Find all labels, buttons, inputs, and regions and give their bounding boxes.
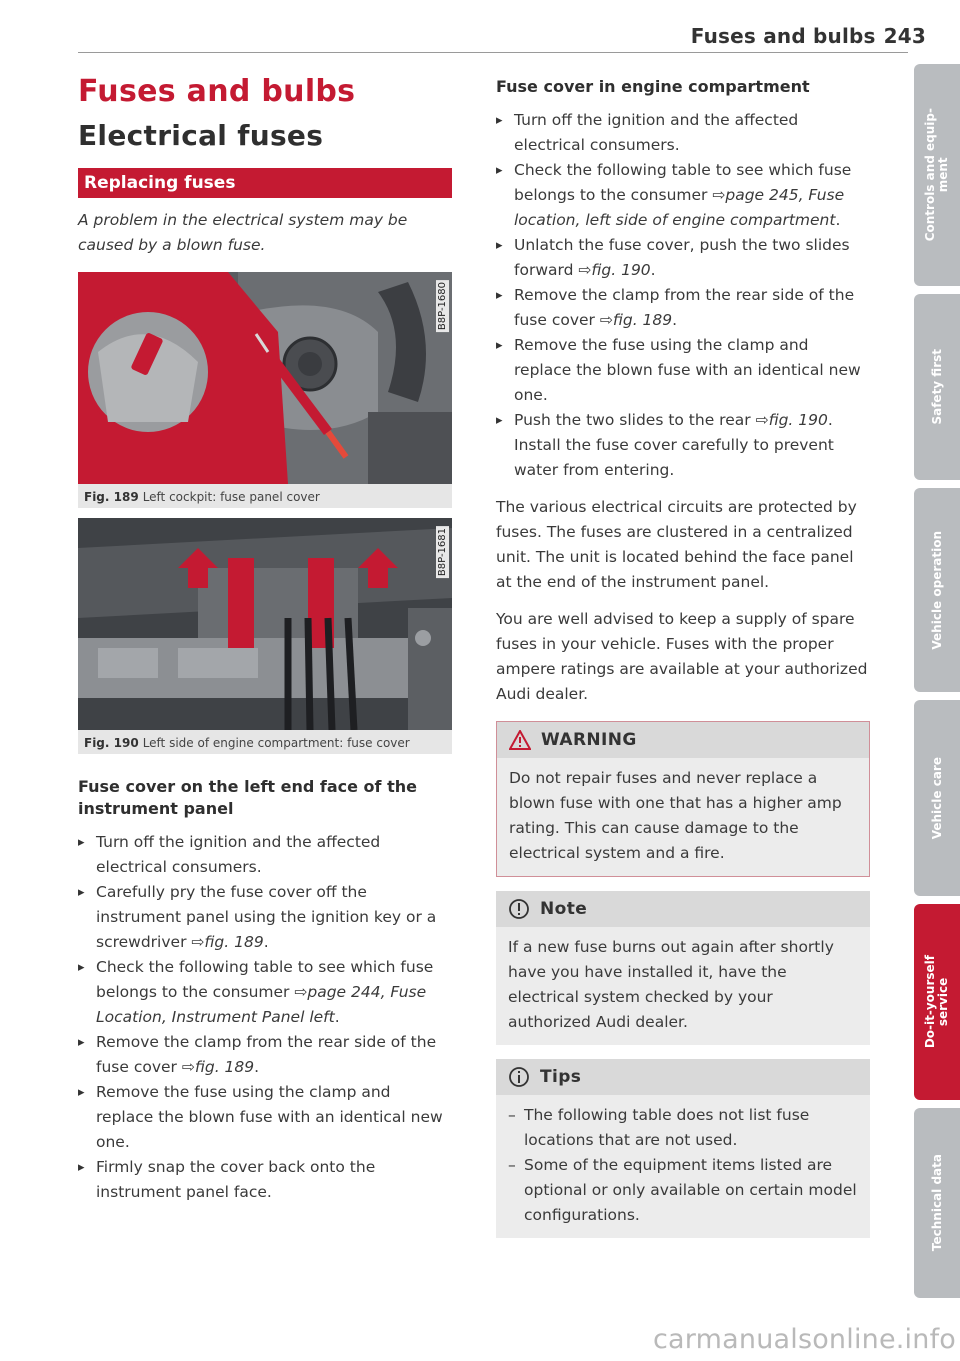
list-item: ▸ Remove the clamp from the rear side of the fuse cover ⇨fig. 189. — [496, 283, 870, 333]
tab-controls-and-equipment[interactable]: Controls and equip- ment — [914, 64, 960, 286]
tab-vehicle-care[interactable]: Vehicle care — [914, 700, 960, 896]
tab-technical-data[interactable]: Technical data — [914, 1108, 960, 1298]
cross-reference[interactable]: fig. 190 — [591, 261, 651, 279]
tab-vehicle-operation[interactable]: Vehicle operation — [914, 488, 960, 692]
warning-text: Do not repair fuses and never replace a blown fuse with one that has a higher amp rating. This can cause damage to the electrical system and a fire. — [497, 758, 869, 876]
tips-list — [508, 1103, 858, 1228]
tips-body — [496, 1095, 870, 1238]
tips-box — [496, 1059, 870, 1238]
list-item: ▸ Push the two slides to the rear ⇨fig. 190. Install the fuse cover carefully to prevent water from entering. — [496, 408, 870, 483]
right-column — [496, 72, 870, 1238]
cross-reference[interactable]: page 245, Fuse location, left side of engine compartment — [514, 186, 845, 229]
left-steps-list — [78, 830, 452, 1205]
topic-bar: Replacing fuses — [78, 168, 452, 198]
engine-compartment-illustration — [78, 518, 452, 730]
tips-header — [496, 1059, 870, 1095]
cross-reference[interactable]: page 244, Fuse Location, Instrument Panel left — [96, 983, 427, 1026]
warning-triangle-icon — [509, 730, 531, 750]
info-icon — [508, 1066, 530, 1088]
note-title: Note — [540, 899, 588, 919]
warning-box — [496, 721, 870, 877]
cross-reference[interactable]: fig. 189 — [612, 311, 673, 329]
tips-title: Tips — [540, 1067, 582, 1087]
cross-reference[interactable]: fig. 189 — [204, 933, 264, 951]
figure-label: Fig. 189 — [84, 490, 139, 504]
right-subheading: Fuse cover in engine compartment — [496, 77, 810, 96]
chapter-title: Fuses and bulbs — [78, 74, 356, 109]
intro-text: A problem in the electrical system may be caused by a blown fuse. — [78, 211, 408, 254]
note-box — [496, 891, 870, 1045]
running-head-title: Fuses and bulbs — [690, 24, 876, 48]
note-text: If a new fuse burns out again after shortly have you have installed it, have the electrical system checked by your authorized Audi dealer. — [496, 927, 870, 1045]
list-item: ▸ Remove the fuse using the clamp and replace the blown fuse with an identical new one. — [496, 333, 870, 408]
figure-189-caption — [78, 484, 452, 508]
list-item: ▸ Check the following table to see which fuse belongs to the consumer ⇨page 244, Fuse Location, Instrument Panel left. — [78, 955, 452, 1030]
watermark: carmanualsonline.info — [653, 1324, 956, 1355]
note-exclamation-icon — [508, 898, 530, 920]
note-header — [496, 891, 870, 927]
right-steps-list — [496, 108, 870, 483]
left-column — [78, 72, 452, 1205]
list-item: ▸ Unlatch the fuse cover, push the two slides forward ⇨fig. 190. — [496, 233, 870, 283]
running-head — [691, 24, 926, 48]
figure-190-image — [78, 518, 452, 730]
header-rule — [78, 52, 908, 53]
figure-label: Fig. 190 — [84, 736, 139, 750]
cross-reference[interactable]: fig. 190 — [768, 411, 828, 429]
figure-code: B8P-1680 — [437, 282, 448, 331]
cross-reference[interactable]: fig. 189 — [194, 1058, 255, 1076]
list-item: ▸ Turn off the ignition and the affected electrical consumers. — [496, 108, 870, 158]
figure-190-caption — [78, 730, 452, 754]
list-item: – Some of the equipment items listed are optional or only available on certain model configurations. — [508, 1153, 858, 1228]
figure-code: B8P-1681 — [437, 528, 448, 577]
tab-safety-first[interactable]: Safety first — [914, 294, 960, 480]
warning-title: WARNING — [541, 730, 637, 750]
list-item: ▸ Turn off the ignition and the affected electrical consumers. — [78, 830, 452, 880]
figure-caption-text: Left side of engine compartment: fuse cover — [142, 736, 410, 750]
cockpit-illustration — [78, 272, 452, 484]
page-number: 243 — [883, 24, 926, 48]
list-item: ▸ Carefully pry the fuse cover off the instrument panel using the ignition key or a screwdriver ⇨fig. 189. — [78, 880, 452, 955]
tab-do-it-yourself-service[interactable]: Do-it-yourself service — [914, 904, 960, 1100]
left-subheading: Fuse cover on the left end face of the instrument panel — [78, 777, 417, 818]
warning-header — [497, 722, 869, 758]
list-item: ▸ Remove the fuse using the clamp and replace the blown fuse with an identical new one. — [78, 1080, 452, 1155]
body-paragraph: The various electrical circuits are protected by fuses. The fuses are clustered in a centralized unit. The unit is located behind the face panel at the end of the instrument panel. — [496, 498, 857, 591]
figure-caption-text: Left cockpit: fuse panel cover — [142, 490, 320, 504]
figure-189-image — [78, 272, 452, 484]
section-title: Electrical fuses — [78, 119, 324, 152]
list-item: ▸ Check the following table to see which fuse belongs to the consumer ⇨page 245, Fuse location, left side of engine compartment. — [496, 158, 870, 233]
body-paragraph: You are well advised to keep a supply of spare fuses in your vehicle. Fuses with the proper ampere ratings are available at your authorized Audi dealer. — [496, 610, 868, 703]
list-item: – The following table does not list fuse locations that are not used. — [508, 1103, 858, 1153]
list-item: ▸ Remove the clamp from the rear side of the fuse cover ⇨fig. 189. — [78, 1030, 452, 1080]
list-item: ▸ Firmly snap the cover back onto the instrument panel face. — [78, 1155, 452, 1205]
